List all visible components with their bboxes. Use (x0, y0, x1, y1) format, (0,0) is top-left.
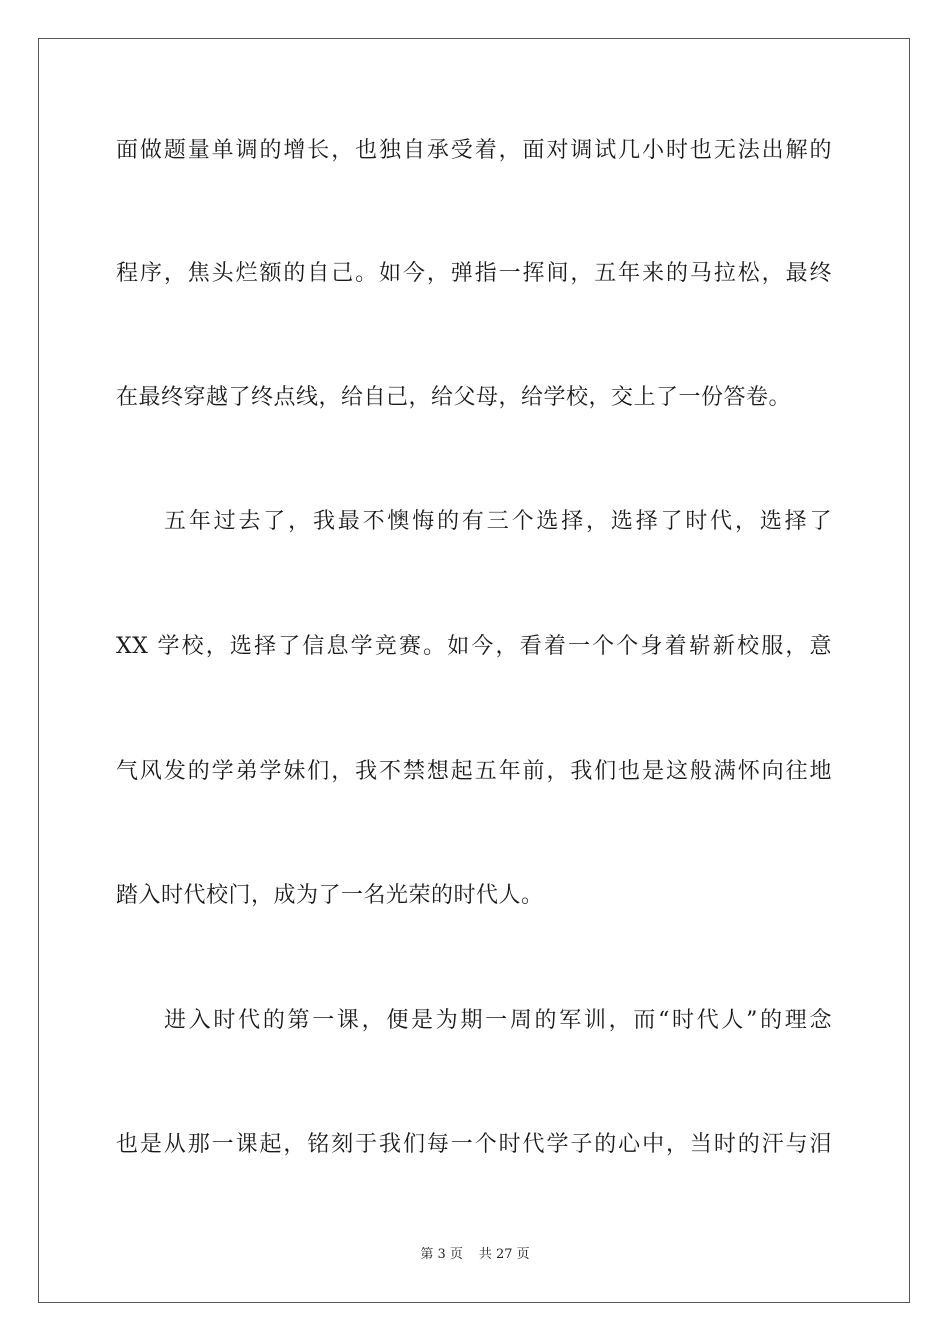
text-line: XX 学校，选择了信息学竞赛。如今，看着一个个身着崭新校服，意 (116, 634, 832, 659)
paragraph-first-line: 五年过去了，我最不懊悔的有三个选择，选择了时代，选择了 (164, 509, 832, 534)
text-line: 在最终穿越了终点线，给自己，给父母，给学校，交上了一份答卷。 (116, 385, 792, 410)
page-footer (0, 1246, 950, 1264)
text-line: 面做题量单调的增长，也独自承受着，面对调试几小时也无法出解的 (116, 138, 832, 163)
text-line: 气风发的学弟学妹们，我不禁想起五年前，我们也是这般满怀向往地 (116, 759, 832, 784)
page-number-total: 共 27 页 (478, 1247, 530, 1262)
page-number-current: 第 3 页 (420, 1247, 463, 1262)
text-line: 踏入时代校门，成为了一名光荣的时代人。 (116, 883, 544, 908)
paragraph-first-line: 进入时代的第一课，便是为期一周的军训，而“时代人”的理念 (164, 1008, 832, 1033)
text-line: 也是从那一课起，铭刻于我们每一个时代学子的心中，当时的汗与泪 (116, 1132, 832, 1157)
page-border (38, 38, 910, 1303)
text-line: 程序，焦头烂额的自己。如今，弹指一挥间，五年来的马拉松，最终 (116, 261, 832, 286)
